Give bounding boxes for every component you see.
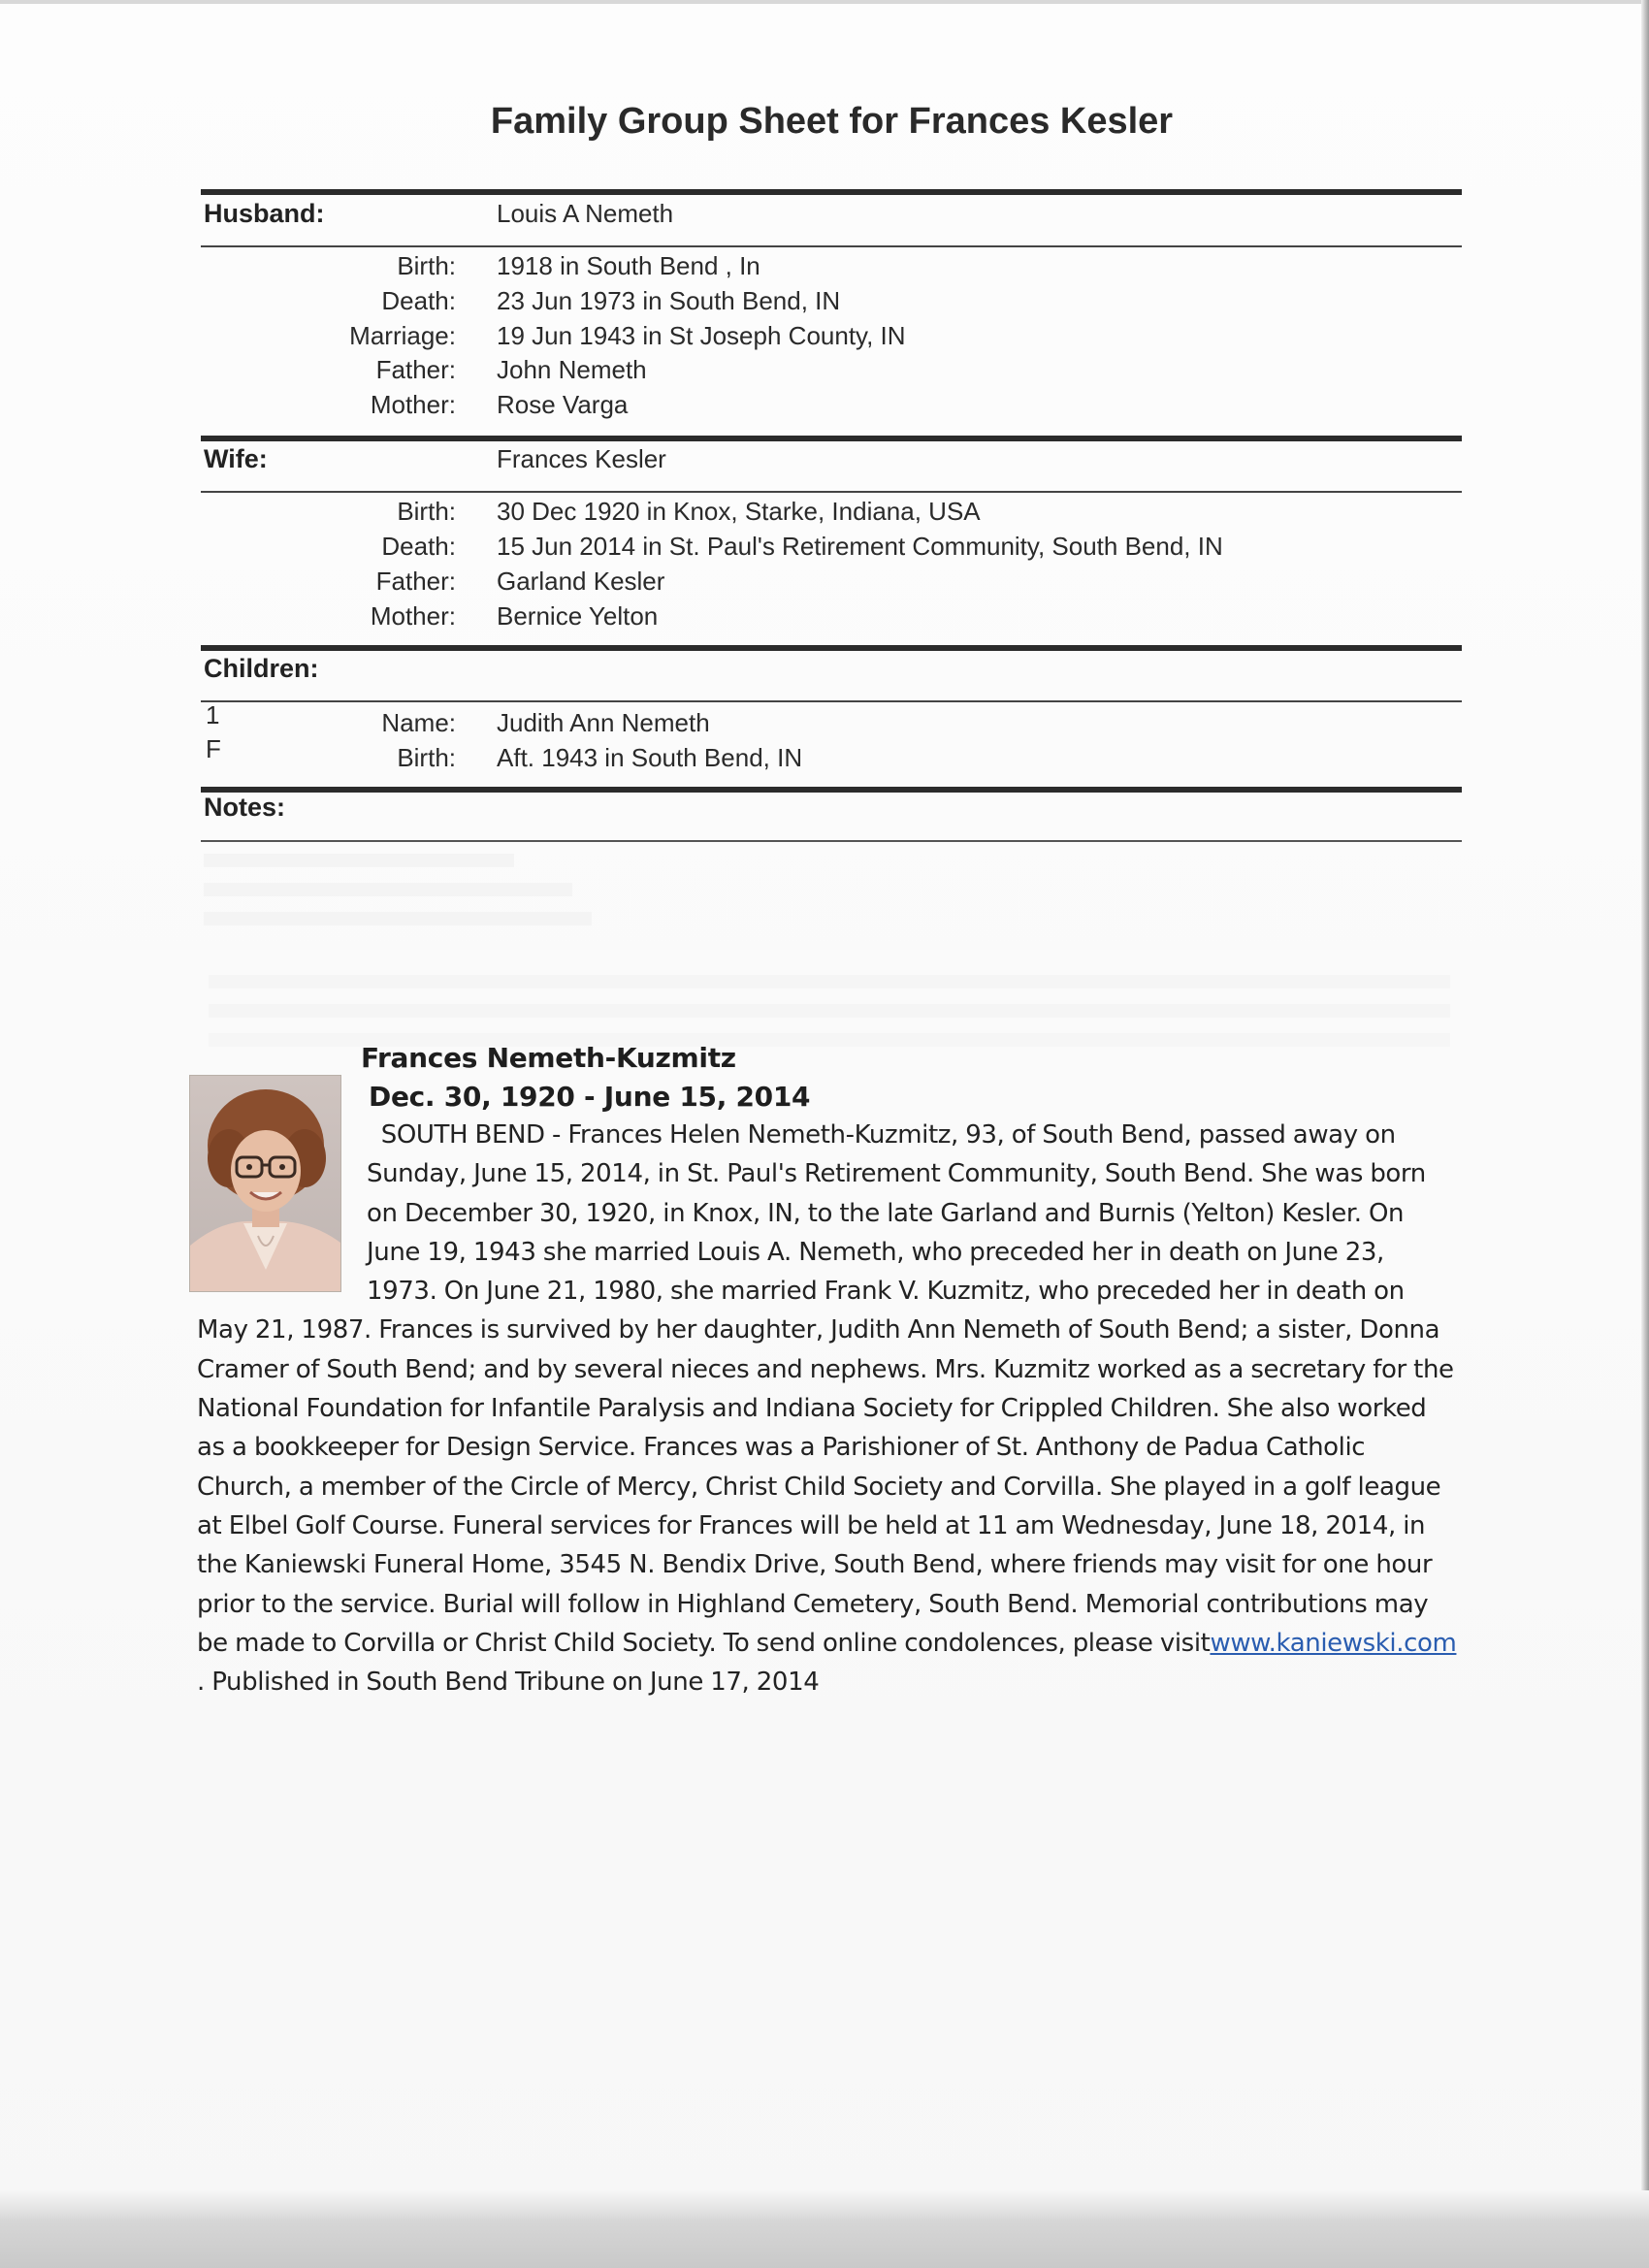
husband-birth-value: 1918 in South Bend , In — [497, 251, 760, 280]
section-rule — [201, 436, 1462, 441]
husband-birth-label: Birth: — [397, 251, 456, 280]
kaniewski-link[interactable]: www.kaniewski.com — [1210, 1628, 1457, 1658]
page-title: Family Group Sheet for Frances Kesler — [490, 101, 1174, 142]
child-number: 1 — [206, 700, 220, 729]
section-rule — [201, 645, 1462, 651]
bleed-through-mark — [204, 912, 592, 925]
obituary-dates: Dec. 30, 1920 - June 15, 2014 — [369, 1081, 811, 1113]
wife-father-value: Garland Kesler — [497, 567, 665, 596]
photo-wrap-spacer — [197, 1116, 367, 1290]
wife-section-label: Wife: — [204, 444, 268, 473]
section-rule — [201, 245, 1462, 247]
scan-edge-right — [1641, 0, 1649, 2268]
section-rule — [201, 787, 1462, 793]
child-sex: F — [206, 734, 221, 763]
scan-edge-bottom — [0, 2190, 1649, 2268]
child-birth-value: Aft. 1943 in South Bend, IN — [497, 743, 803, 772]
child-birth-label: Birth: — [397, 743, 456, 772]
husband-name: Louis A Nemeth — [497, 199, 674, 228]
wife-name: Frances Kesler — [497, 444, 666, 473]
bleed-through-mark — [209, 975, 1450, 988]
notes-section-label: Notes: — [204, 793, 286, 822]
section-rule — [201, 840, 1462, 842]
husband-marriage-label: Marriage: — [349, 321, 456, 350]
bleed-through-mark — [204, 854, 514, 867]
section-rule — [201, 189, 1462, 195]
wife-father-label: Father: — [375, 567, 456, 596]
obituary-name: Frances Nemeth-Kuzmitz — [361, 1042, 736, 1074]
husband-mother-value: Rose Varga — [497, 390, 629, 419]
children-section-label: Children: — [204, 654, 319, 683]
husband-section-label: Husband: — [204, 199, 325, 228]
wife-birth-label: Birth: — [397, 497, 456, 526]
obituary-text — [197, 1116, 1458, 1701]
husband-death-value: 23 Jun 1973 in South Bend, IN — [497, 286, 841, 315]
bleed-through-mark — [204, 883, 572, 896]
child-name-value: Judith Ann Nemeth — [497, 708, 710, 737]
husband-marriage-value: 19 Jun 1943 in St Joseph County, IN — [497, 321, 906, 350]
bleed-through-mark — [209, 1004, 1450, 1018]
wife-birth-value: 30 Dec 1920 in Knox, Starke, Indiana, USA — [497, 497, 981, 526]
wife-death-label: Death: — [381, 532, 456, 561]
scan-edge-top — [0, 0, 1649, 4]
husband-death-label: Death: — [381, 286, 456, 315]
husband-father-value: John Nemeth — [497, 355, 647, 384]
husband-father-label: Father: — [375, 355, 456, 384]
obituary-body-end: . Published in South Bend Tribune on June 17, 2014 — [197, 1668, 820, 1698]
wife-mother-value: Bernice Yelton — [497, 601, 659, 631]
wife-death-value: 15 Jun 2014 in St. Paul's Retirement Community, South Bend, IN — [497, 532, 1223, 561]
section-rule — [201, 700, 1462, 702]
child-name-label: Name: — [381, 708, 456, 737]
wife-mother-label: Mother: — [370, 601, 456, 631]
section-rule — [201, 491, 1462, 493]
obituary-body-text: SOUTH BEND - Frances Helen Nemeth-Kuzmitz, 93, of South Bend, passed away on Sunday, June 15, 2014, in St. Paul's Retirement Community, South Bend. She was born on December 30, 1920, in Knox, IN, to the late Garland and Burnis (Yelton) Kesler. On June 19, 1943 she married Louis A. Nemeth, who preceded her in death on June 23, 1973. On June 21, 1980, she married Frank V. Kuzmitz, who preceded her in death on May 21, 1987. Frances is survived by her daughter, Judith Ann Nemeth of South Bend; a sister, Donna Cramer of South Bend; and by several nieces and nephews. Mrs. Kuzmitz worked as a secretary for the National Foundation for Infantile Paralysis and Indiana Society for Crippled Children. She also worked as a bookkeeper for Design Service. Frances was a Parishioner of St. Anthony de Padua Catholic Church, a member of the Circle of Mercy, Christ Child Society and Corvilla. She played in a golf league at Elbel Golf Course. Funeral services for Frances will be held at 11 am Wednesday, June 18, 2014, in the Kaniewski Funeral Home, 3545 N. Bendix Drive, South Bend, where friends may visit for one hour prior to the service. Burial will follow in Highland Cemetery, South Bend. Memorial contributions may be made to Corvilla or Christ Child Society. To send online condolences, please visit — [197, 1120, 1454, 1658]
husband-mother-label: Mother: — [370, 390, 456, 419]
